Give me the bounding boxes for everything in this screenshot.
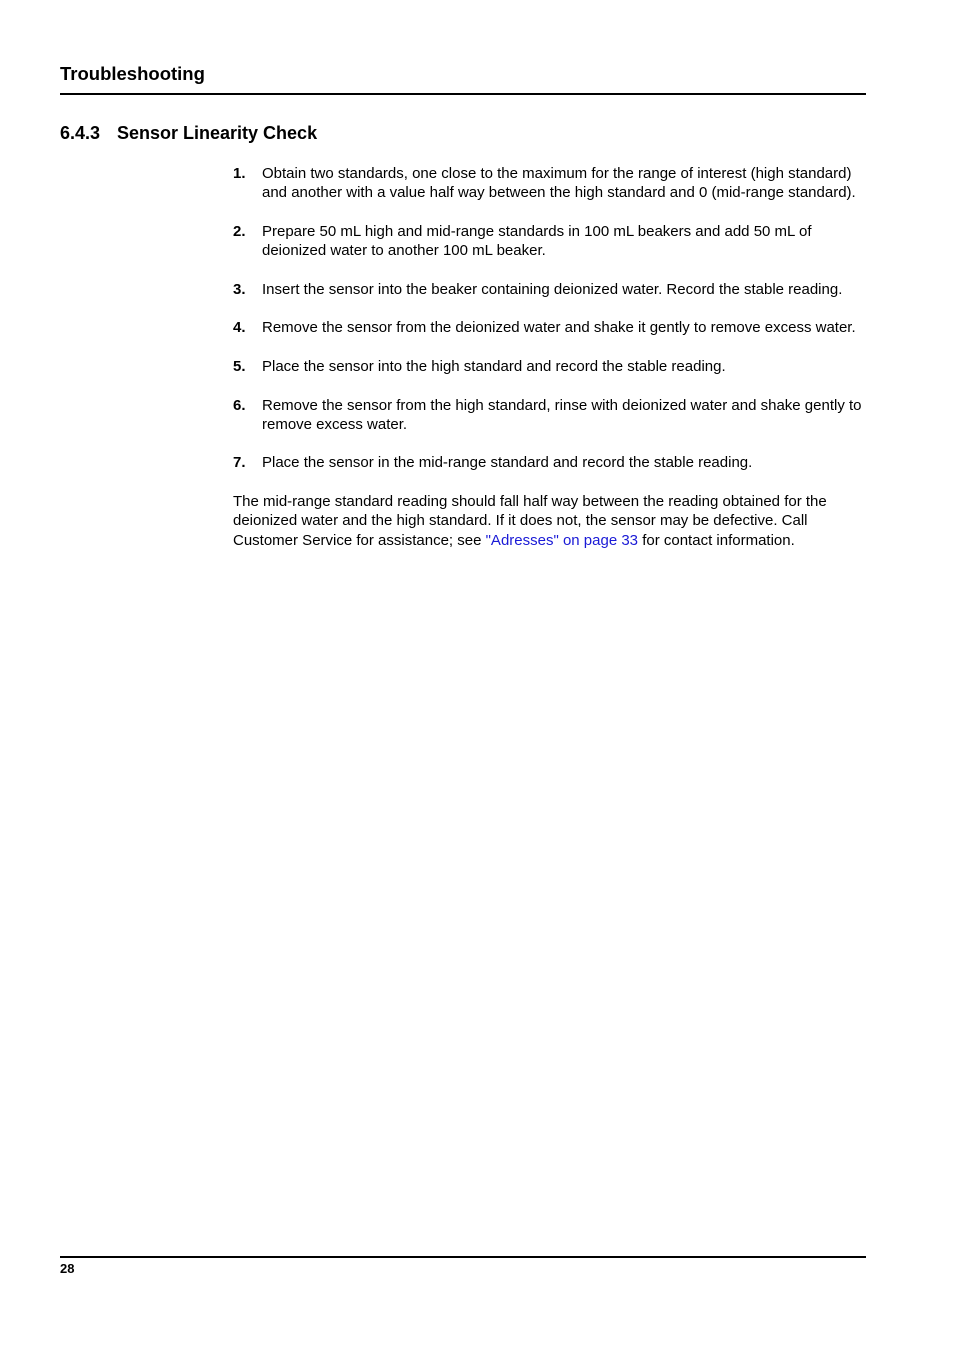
step-number: 2. — [233, 222, 246, 240]
procedure-steps — [233, 164, 865, 473]
section-heading — [60, 122, 317, 144]
note-text-before-link: The mid-range standard reading should fall half way between the reading obtained for the deionized water and the high standard. If it does not, the sensor may be defective. Call Customer Service for assistance; see — [233, 493, 827, 549]
step-text: Place the sensor into the high standard and record the stable reading. — [262, 357, 726, 375]
step-number: 3. — [233, 280, 246, 298]
list-item — [233, 280, 865, 299]
addresses-cross-reference-link[interactable]: "Adresses" on page 33 — [485, 531, 639, 549]
header-divider — [60, 93, 866, 95]
result-note — [233, 492, 865, 550]
list-item — [233, 222, 865, 261]
list-item — [233, 318, 865, 337]
step-text: Remove the sensor from the high standard, rinse with deionized water and shake gently to remove excess water. — [262, 396, 862, 433]
main-content — [233, 164, 865, 550]
step-text: Obtain two standards, one close to the maximum for the range of interest (high standard) and another with a value half way between the high standard and 0 (mid-range standard). — [262, 165, 856, 202]
list-item — [233, 453, 865, 472]
step-text: Insert the sensor into the beaker containing deionized water. Record the stable reading. — [262, 280, 843, 298]
list-item — [233, 164, 865, 203]
step-number: 7. — [233, 454, 246, 472]
step-number: 5. — [233, 357, 246, 375]
note-text-after-link: for contact information. — [638, 531, 795, 549]
list-item — [233, 396, 865, 435]
footer-divider — [60, 1256, 866, 1258]
step-text: Place the sensor in the mid-range standard and record the stable reading. — [262, 454, 753, 472]
list-item — [233, 357, 865, 376]
step-number: 1. — [233, 165, 246, 182]
step-number: 6. — [233, 396, 246, 414]
page-number: 28 — [60, 1261, 75, 1276]
section-number: 6.4.3 — [60, 123, 101, 143]
step-text: Prepare 50 mL high and mid-range standards in 100 mL beakers and add 50 mL of deionized water to another 100 mL beaker. — [262, 222, 812, 260]
step-number: 4. — [233, 319, 246, 337]
step-text: Remove the sensor from the deionized water and shake it gently to remove excess water. — [262, 319, 856, 337]
running-header-title: Troubleshooting — [60, 63, 205, 84]
section-title: Sensor Linearity Check — [117, 123, 318, 143]
